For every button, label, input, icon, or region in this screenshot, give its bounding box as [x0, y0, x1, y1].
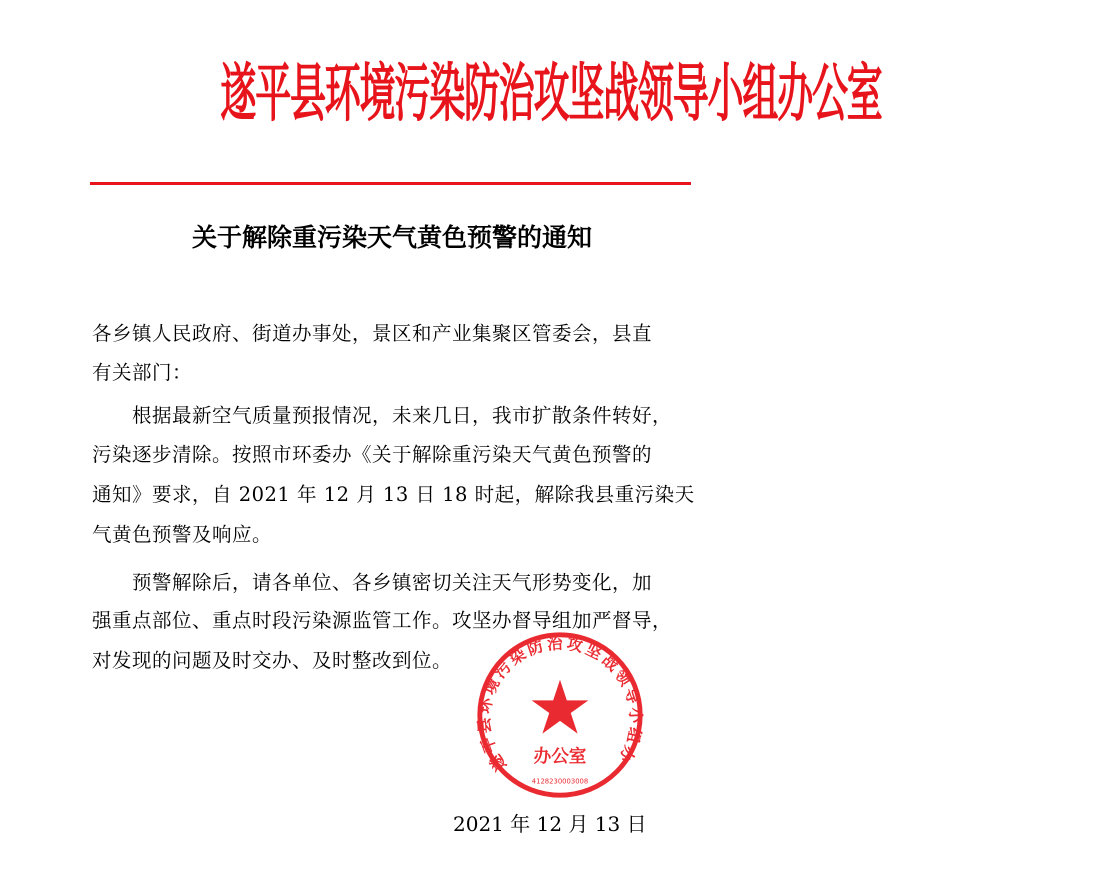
seal-number: 4128230003008 — [531, 777, 589, 786]
issuing-org-header — [0, 57, 882, 131]
official-seal-stamp — [472, 630, 648, 800]
body-line: 预警解除后，请各单位、各乡镇密切关注天气形势变化，加 — [92, 571, 653, 594]
body-line: 根据最新空气质量预报情况，未来几日，我市扩散条件转好， — [92, 404, 673, 427]
document-title: 关于解除重污染天气黄色预警的通知 — [191, 223, 592, 252]
body-line: 污染逐步清除。按照市环委办《关于解除重污染天气黄色预警的 — [92, 443, 653, 466]
body-line: 有关部门： — [92, 361, 193, 384]
issue-date: 2021 年 12 月 13 日 — [453, 812, 647, 836]
seal-ring-text: 遂平县环境污染防治攻坚战领导小组办 — [474, 633, 646, 775]
org-name: 遂平县环境污染防治攻坚战领导小组办公室 — [220, 57, 882, 131]
body-line: 各乡镇人民政府、街道办事处，景区和产业集聚区管委会，县直 — [92, 322, 653, 345]
body-line: 对发现的问题及时交办、及时整改到位。 — [92, 649, 453, 672]
body-line: 气黄色预警及响应。 — [92, 523, 273, 546]
red-divider — [90, 182, 691, 185]
body-line: 强重点部位、重点时段污染源监管工作。攻坚办督导组加严督导， — [92, 609, 673, 632]
star-icon — [532, 680, 589, 734]
body-line: 通知》要求，自 2021 年 12 月 13 日 18 时起，解除我县重污染天 — [92, 483, 695, 506]
seal-center-text: 办公室 — [533, 746, 587, 767]
